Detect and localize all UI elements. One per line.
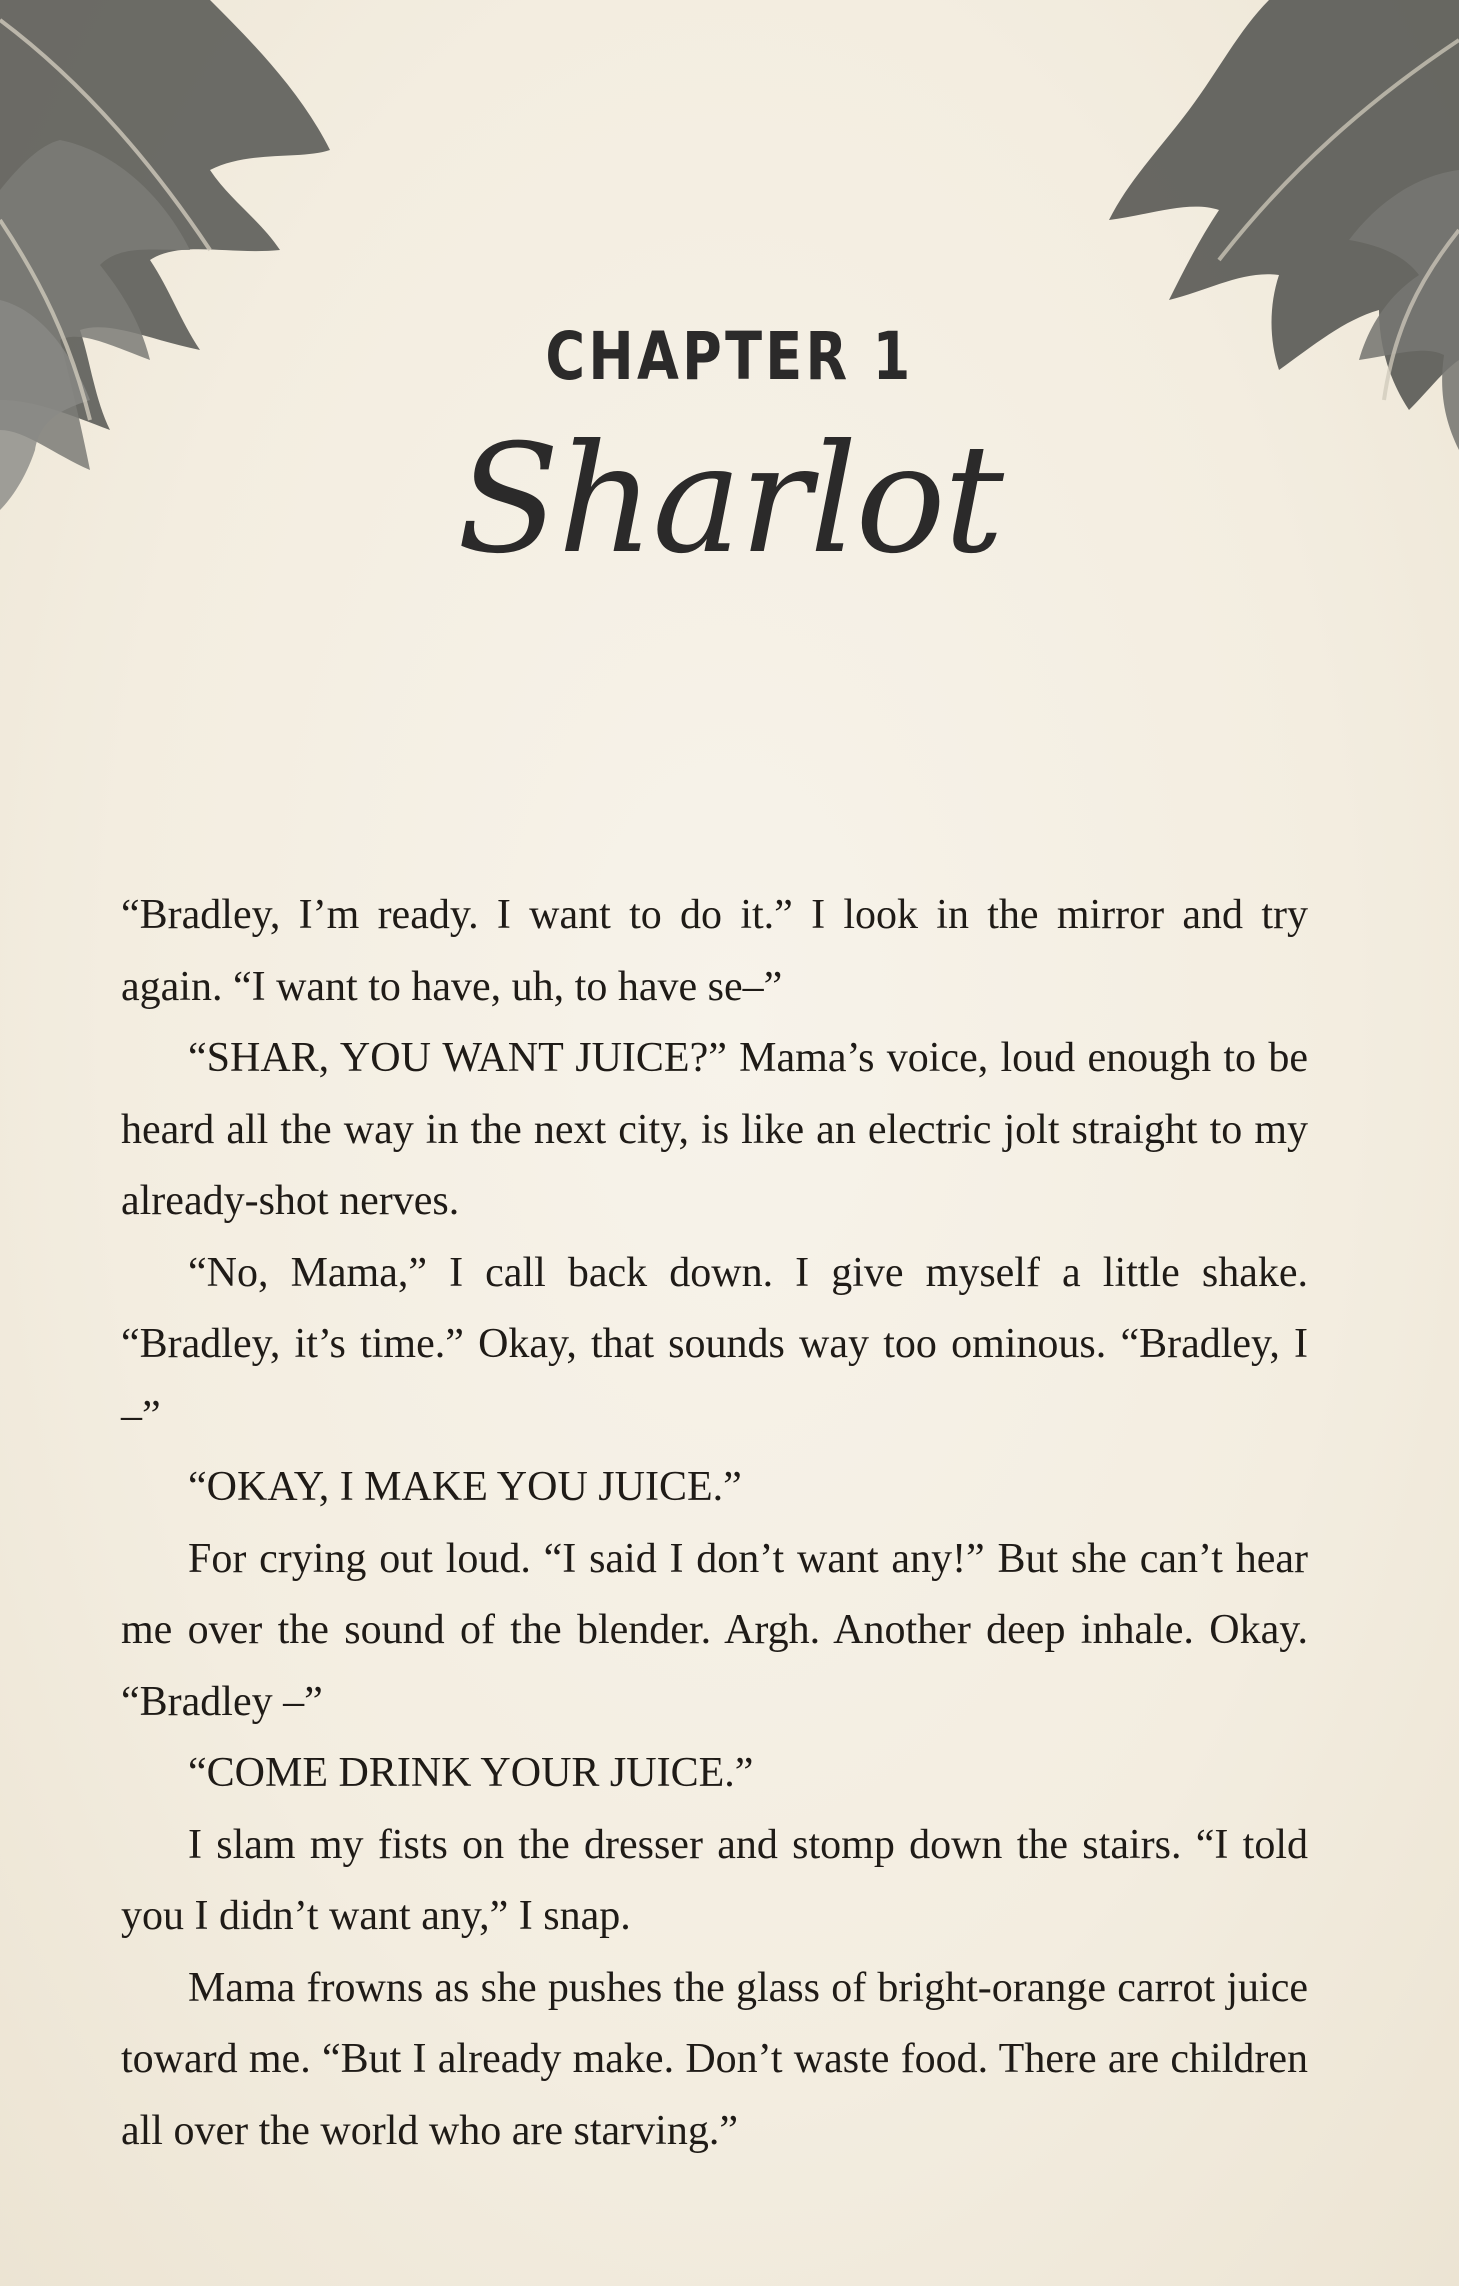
paragraph: “SHAR, YOU WANT JUICE?” Mama’s voice, loud enough to be heard all the way in the next city, is like an electric jolt straight to my already-shot nerves. [121,1035,1308,1224]
paragraph: “OKAY, I MAKE YOU JUICE.” [188,1464,742,1510]
chapter-title: Sharlot [456,413,1003,587]
paragraph: Mama frowns as she pushes the glass of bright-orange carrot juice toward me. “But I already make. Don’t waste food. There are children all over the world who are starving.” [121,1964,1308,2154]
paragraph: “No, Mama,” I call back down. I give myself a little shake. “Bradley, it’s time.” Okay, that sounds way too ominous. “Bradley, I –” [121,1249,1308,1439]
paragraph: “COME DRINK YOUR JUICE.” [188,1750,754,1796]
chapter-number-heading: CHAPTER 1 [545,318,914,395]
paragraph: For crying out loud. “I said I don’t want any!” But she can’t hear me over the sound of the blender. Argh. Another deep inhale. Okay. “Bradley –” [121,1535,1308,1725]
chapter-body-text [121,880,1308,2167]
paragraph: I slam my fists on the dresser and stomp down the stairs. “I told you I didn’t want any,” I snap. [121,1821,1308,1939]
paragraph: “Bradley, I’m ready. I want to do it.” I look in the mirror and try again. “I want to have, uh, to have se–” [121,892,1308,1010]
